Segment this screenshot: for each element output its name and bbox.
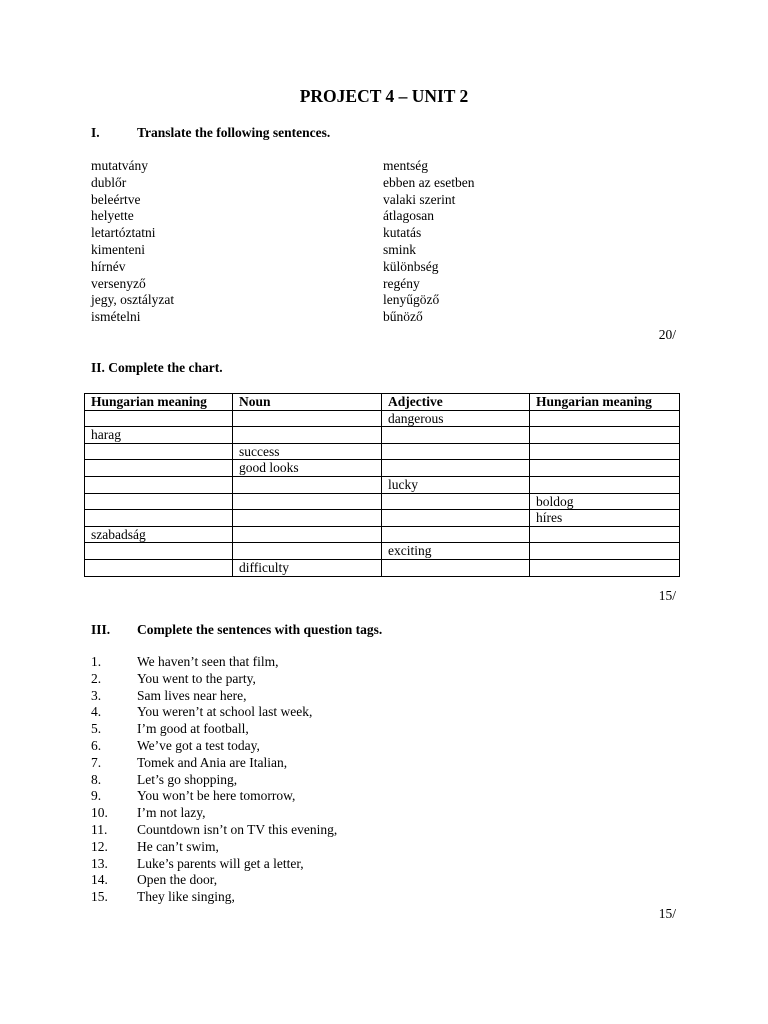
question-item — [91, 755, 491, 772]
chart-header: Hungarian meaning — [85, 394, 233, 411]
word-list-right — [383, 158, 474, 326]
word-item: ebben az esetben — [383, 174, 475, 190]
chart-cell — [382, 427, 530, 444]
chart-cell — [85, 510, 233, 527]
chart-cell — [85, 476, 233, 493]
question-number: 15. — [91, 889, 108, 905]
question-number: 5. — [91, 721, 102, 737]
chart-cell — [382, 443, 530, 460]
chart-cell: success — [233, 443, 382, 460]
word-item: beleértve — [91, 191, 141, 207]
section-2-score: 15/ — [658, 588, 676, 603]
question-text: We’ve got a test today, — [137, 737, 260, 753]
chart-cell — [85, 443, 233, 460]
question-item — [91, 772, 491, 789]
word-item: kutatás — [383, 225, 422, 241]
chart-row — [85, 443, 680, 460]
question-text: Countdown isn’t on TV this evening, — [137, 821, 338, 837]
section-3-number: III. — [91, 622, 111, 637]
chart-header: Hungarian meaning — [530, 394, 680, 411]
chart-row — [85, 427, 680, 444]
question-text: Let’s go shopping, — [137, 771, 238, 787]
chart-cell — [233, 543, 382, 560]
chart-cell — [530, 460, 680, 477]
chart-cell — [530, 476, 680, 493]
question-item — [91, 688, 491, 705]
question-number: 12. — [91, 838, 108, 854]
chart-cell — [233, 510, 382, 527]
question-number: 14. — [91, 872, 108, 888]
chart-cell: híres — [530, 510, 680, 527]
section-2-heading: II. Complete the chart. — [91, 360, 223, 375]
word-item: átlagosan — [383, 208, 434, 224]
section-1-title: Translate the following sentences. — [137, 125, 331, 140]
question-number: 6. — [91, 737, 102, 753]
chart-cell — [233, 476, 382, 493]
question-item — [91, 721, 491, 738]
chart-header-row — [85, 394, 680, 411]
chart-cell — [85, 543, 233, 560]
question-number: 3. — [91, 687, 102, 703]
question-number: 4. — [91, 704, 102, 720]
chart-cell — [382, 493, 530, 510]
chart-row — [85, 543, 680, 560]
chart-cell — [85, 460, 233, 477]
question-text: I’m not lazy, — [137, 805, 206, 821]
word-item: hírnév — [91, 258, 126, 274]
question-number: 8. — [91, 771, 102, 787]
chart-row — [85, 559, 680, 576]
chart-cell: harag — [85, 427, 233, 444]
question-number: 11. — [91, 821, 108, 837]
chart-row — [85, 526, 680, 543]
question-number: 1. — [91, 654, 102, 669]
section-1-score: 20/ — [658, 327, 676, 342]
question-tag-list — [91, 654, 491, 906]
chart-cell — [233, 493, 382, 510]
word-list-left — [91, 158, 174, 326]
question-text: I’m good at football, — [137, 721, 249, 737]
section-1-number: I. — [91, 125, 100, 140]
chart-cell — [382, 460, 530, 477]
chart-cell — [530, 526, 680, 543]
question-item — [91, 738, 491, 755]
chart-row — [85, 460, 680, 477]
chart-cell — [382, 510, 530, 527]
chart-cell: lucky — [382, 476, 530, 493]
chart-row — [85, 493, 680, 510]
word-item: bűnöző — [383, 309, 423, 325]
chart-cell — [233, 526, 382, 543]
question-text: Sam lives near here, — [137, 687, 247, 703]
word-item: mentség — [383, 158, 428, 173]
word-item: valaki szerint — [383, 191, 456, 207]
word-item: versenyző — [91, 275, 146, 291]
question-text: They like singing, — [137, 889, 235, 905]
question-item — [91, 889, 491, 906]
question-number: 10. — [91, 805, 108, 821]
chart-cell — [85, 410, 233, 427]
chart-row — [85, 476, 680, 493]
question-item — [91, 822, 491, 839]
question-number: 13. — [91, 855, 108, 871]
question-text: You weren’t at school last week, — [137, 704, 313, 720]
question-item — [91, 671, 491, 688]
word-item: regény — [383, 275, 420, 291]
chart-cell: boldog — [530, 493, 680, 510]
question-number: 7. — [91, 754, 102, 770]
chart-cell: difficulty — [233, 559, 382, 576]
chart-cell — [530, 427, 680, 444]
question-text: He can’t swim, — [137, 838, 219, 854]
question-item — [91, 788, 491, 805]
question-text: Tomek and Ania are Italian, — [137, 754, 288, 770]
chart-header: Noun — [233, 394, 382, 411]
word-item: letartóztatni — [91, 225, 156, 241]
question-text: Luke’s parents will get a letter, — [137, 855, 304, 871]
chart-cell: exciting — [382, 543, 530, 560]
question-number: 9. — [91, 788, 102, 804]
question-text: We haven’t seen that film, — [137, 654, 279, 669]
question-item — [91, 839, 491, 856]
word-item: helyette — [91, 208, 134, 224]
question-item — [91, 872, 491, 889]
question-text: You won’t be here tomorrow, — [137, 788, 296, 804]
chart-cell — [530, 559, 680, 576]
word-item: smink — [383, 241, 417, 257]
question-item — [91, 805, 491, 822]
word-item: jegy, osztályzat — [91, 292, 175, 308]
chart-cell — [382, 526, 530, 543]
word-item: ismételni — [91, 309, 141, 325]
section-1-heading — [0, 125, 768, 143]
question-text: You went to the party, — [137, 670, 256, 686]
word-item: dublőr — [91, 174, 127, 190]
question-item — [91, 704, 491, 721]
question-number: 2. — [91, 670, 102, 686]
word-item: mutatvány — [91, 158, 148, 173]
chart-header: Adjective — [382, 394, 530, 411]
word-item: lenyűgöző — [383, 292, 440, 308]
chart-cell: szabadság — [85, 526, 233, 543]
section-3-score: 15/ — [658, 906, 676, 921]
chart-cell — [233, 427, 382, 444]
question-text: Open the door, — [137, 872, 218, 888]
section-3-title: Complete the sentences with question tags. — [137, 622, 383, 637]
chart-cell — [233, 410, 382, 427]
chart-cell — [85, 493, 233, 510]
chart-cell — [530, 443, 680, 460]
page-title: PROJECT 4 – UNIT 2 — [299, 86, 469, 106]
vocabulary-chart — [84, 393, 680, 577]
chart-cell — [530, 543, 680, 560]
word-item: különbség — [383, 258, 439, 274]
chart-row — [85, 510, 680, 527]
question-item — [91, 654, 491, 671]
chart-cell — [530, 410, 680, 427]
chart-cell: dangerous — [382, 410, 530, 427]
chart-cell: good looks — [233, 460, 382, 477]
chart-row — [85, 410, 680, 427]
word-item: kimenteni — [91, 241, 145, 257]
chart-cell — [382, 559, 530, 576]
question-item — [91, 856, 491, 873]
section-3-heading — [0, 622, 768, 640]
chart-cell — [85, 559, 233, 576]
